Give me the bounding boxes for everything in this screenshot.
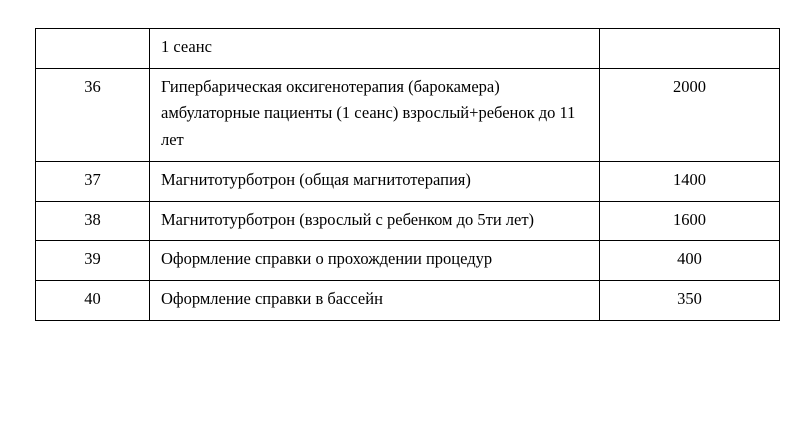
row-number-cell: 36: [36, 68, 150, 161]
service-price-cell: 350: [600, 281, 780, 321]
table-row: [36, 68, 780, 161]
row-number-cell: [36, 29, 150, 69]
service-price-cell: 1400: [600, 161, 780, 201]
table-row: [36, 201, 780, 241]
service-name-cell: Магнитотурботрон (взрослый с ребенком до 5ти лет): [150, 201, 600, 241]
price-list-table: [35, 28, 780, 321]
service-price-cell: 400: [600, 241, 780, 281]
row-number-cell: 38: [36, 201, 150, 241]
service-name-cell: Гипербарическая оксигенотерапия (барокамера) амбулаторные пациенты (1 сеанс) взрослый+ребенок до 11 лет: [150, 68, 600, 161]
table-row: [36, 281, 780, 321]
service-name-cell: 1 сеанс: [150, 29, 600, 69]
table-row: [36, 161, 780, 201]
row-number-cell: 40: [36, 281, 150, 321]
table-row: [36, 241, 780, 281]
service-price-cell: [600, 29, 780, 69]
service-name-cell: Оформление справки о прохождении процедур: [150, 241, 600, 281]
row-number-cell: 39: [36, 241, 150, 281]
row-number-cell: 37: [36, 161, 150, 201]
service-name-cell: Оформление справки в бассейн: [150, 281, 600, 321]
service-price-cell: 1600: [600, 201, 780, 241]
service-name-cell: Магнитотурботрон (общая магнитотерапия): [150, 161, 600, 201]
service-price-cell: 2000: [600, 68, 780, 161]
table-body: [36, 29, 780, 321]
table-row: [36, 29, 780, 69]
